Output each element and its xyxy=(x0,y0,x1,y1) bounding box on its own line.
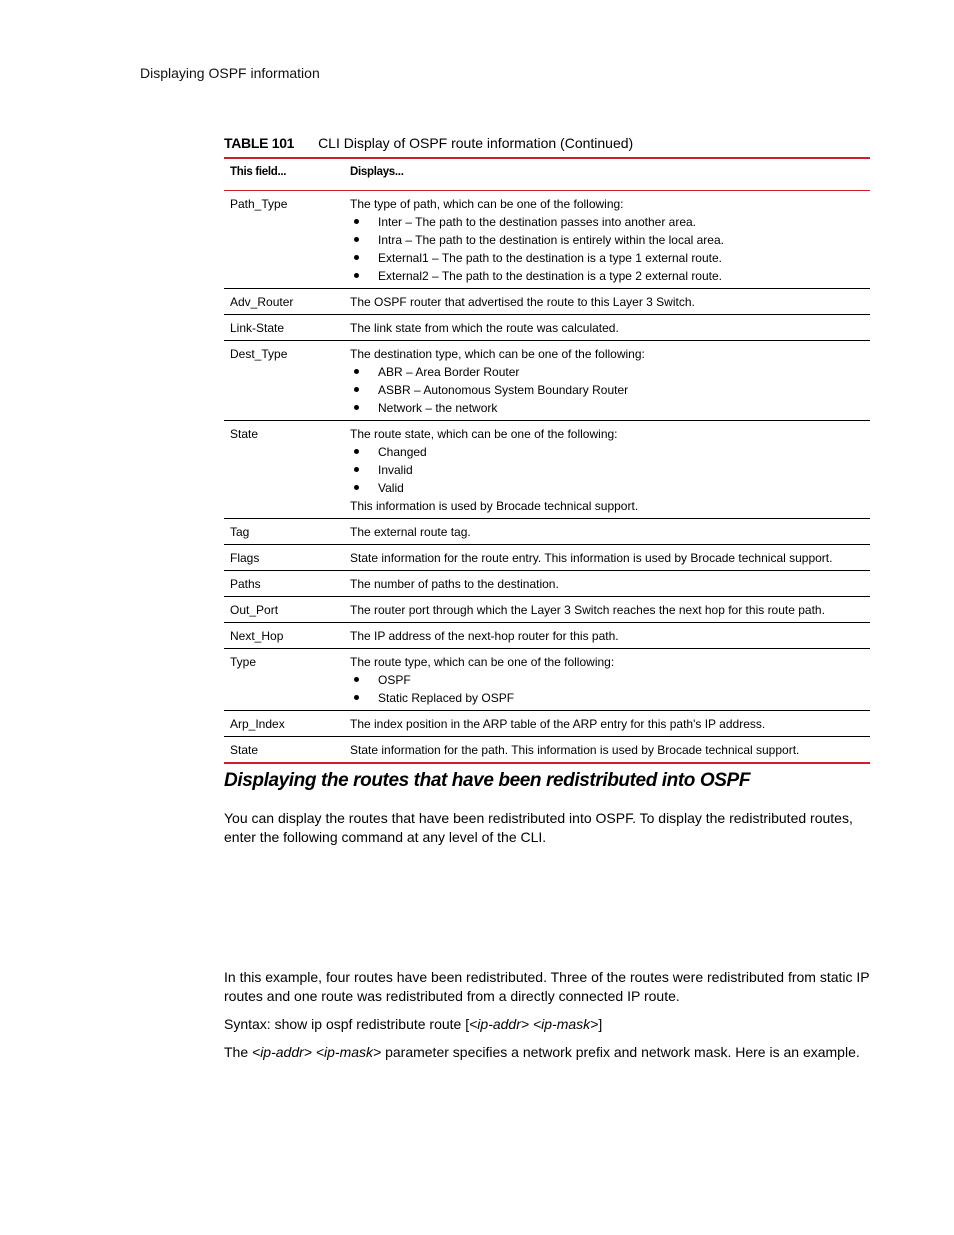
field-description-cell xyxy=(344,421,870,519)
field-description: The external route tag. xyxy=(350,525,471,539)
field-name-cell: Dest_Type xyxy=(230,347,288,361)
field-description-cell xyxy=(344,519,870,545)
list-item: ASBR – Autonomous System Boundary Router xyxy=(350,381,864,399)
table-body xyxy=(224,191,870,764)
syntax-arg-ip-addr: <ip-addr> xyxy=(469,1016,530,1032)
field-name-cell: Paths xyxy=(230,577,261,591)
table-row xyxy=(224,341,870,421)
field-description-cell xyxy=(344,289,870,315)
table-title: CLI Display of OSPF route information (Continued) xyxy=(318,135,634,151)
field-name-cell: Arp_Index xyxy=(230,717,285,731)
table-row xyxy=(224,315,870,341)
table-row xyxy=(224,191,870,289)
intro-paragraph: You can display the routes that have been redistributed into OSPF. To display the redistributed routes, enter the following command at any level of the CLI. xyxy=(224,810,853,845)
bullet-list xyxy=(350,671,864,707)
field-name-cell: Type xyxy=(230,655,257,669)
field-description: The IP address of the next-hop router for this path. xyxy=(350,629,619,643)
field-description: The OSPF router that advertised the route to this Layer 3 Switch. xyxy=(350,295,695,309)
field-description: The number of paths to the destination. xyxy=(350,577,559,591)
field-name-cell: Out_Port xyxy=(230,603,279,617)
field-description: The router port through which the Layer 3 Switch reaches the next hop for this route path. xyxy=(350,603,825,617)
syntax-arg-ip-mask: <ip-mask> xyxy=(532,1016,599,1032)
table-row xyxy=(224,545,870,571)
list-item: Changed xyxy=(350,443,864,461)
field-description-cell xyxy=(344,649,870,711)
ospf-route-fields-table xyxy=(224,157,870,764)
syntax-bracket-close: ] xyxy=(598,1016,603,1032)
field-description: The index position in the ARP table of the ARP entry for this path's IP address. xyxy=(350,717,766,731)
field-description-cell xyxy=(344,597,870,623)
running-header: Displaying OSPF information xyxy=(140,65,320,81)
field-note: This information is used by Brocade technical support. xyxy=(350,499,639,513)
field-description-cell xyxy=(344,315,870,341)
field-name-cell: Link-State xyxy=(230,321,285,335)
table-row xyxy=(224,649,870,711)
field-description: The link state from which the route was calculated. xyxy=(350,321,619,335)
field-description-cell xyxy=(344,341,870,421)
param-arg-ip-addr: <ip-addr> xyxy=(252,1044,312,1060)
field-description-cell xyxy=(344,623,870,649)
bullet-list xyxy=(350,363,864,417)
field-description: The type of path, which can be one of the following: xyxy=(350,197,624,211)
field-description: The route state, which can be one of the following: xyxy=(350,427,618,441)
list-item: Invalid xyxy=(350,461,864,479)
list-item: External1 – The path to the destination is a type 1 external route. xyxy=(350,249,864,267)
list-item: OSPF xyxy=(350,671,864,689)
table-row xyxy=(224,571,870,597)
param-suffix: parameter specifies a network prefix and network mask. Here is an example. xyxy=(381,1044,860,1060)
syntax-line xyxy=(224,1015,870,1034)
list-item: External2 – The path to the destination is a type 2 external route. xyxy=(350,267,864,285)
column-header-displays: Displays... xyxy=(350,166,404,178)
field-name-cell: State xyxy=(230,743,259,757)
table-header-row xyxy=(224,158,870,191)
table-row xyxy=(224,289,870,315)
table-row xyxy=(224,597,870,623)
list-item: Inter – The path to the destination passes into another area. xyxy=(350,213,864,231)
field-description: The route type, which can be one of the following: xyxy=(350,655,615,669)
list-item: Static Replaced by OSPF xyxy=(350,689,864,707)
bullet-list xyxy=(350,213,864,285)
field-name-cell: Next_Hop xyxy=(230,629,284,643)
field-description: State information for the route entry. This information is used by Brocade technical support. xyxy=(350,551,833,565)
table-row xyxy=(224,711,870,737)
param-arg-ip-mask: <ip-mask> xyxy=(315,1044,382,1060)
parameter-paragraph xyxy=(224,1043,870,1062)
bullet-list xyxy=(350,443,864,497)
table-row xyxy=(224,519,870,545)
field-name-cell: State xyxy=(230,427,259,441)
syntax-command: Syntax: show ip ospf redistribute route xyxy=(224,1016,462,1032)
list-item: Intra – The path to the destination is entirely within the local area. xyxy=(350,231,864,249)
list-item: Valid xyxy=(350,479,864,497)
field-description-cell xyxy=(344,545,870,571)
section-heading: Displaying the routes that have been redistributed into OSPF xyxy=(224,770,751,791)
field-description: State information for the path. This information is used by Brocade technical support. xyxy=(350,743,800,757)
example-paragraph: In this example, four routes have been redistributed. Three of the routes were redistributed from static IP routes and one route was redistributed from a directly connected IP route. xyxy=(224,969,870,1004)
field-description: The destination type, which can be one of the following: xyxy=(350,347,645,361)
syntax-bracket-open: [ xyxy=(461,1016,470,1032)
table-number: TABLE 101 xyxy=(224,135,295,151)
column-header-field: This field... xyxy=(230,166,287,178)
field-name-cell: Flags xyxy=(230,551,260,565)
field-name-cell: Adv_Router xyxy=(230,295,294,309)
field-description-cell xyxy=(344,737,870,764)
table-caption xyxy=(224,135,870,151)
list-item: Network – the network xyxy=(350,399,864,417)
field-name-cell: Tag xyxy=(230,525,250,539)
table-row xyxy=(224,421,870,519)
field-description-cell xyxy=(344,571,870,597)
table-row xyxy=(224,623,870,649)
list-item: ABR – Area Border Router xyxy=(350,363,864,381)
field-description-cell xyxy=(344,711,870,737)
field-description-cell xyxy=(344,191,870,289)
field-name-cell: Path_Type xyxy=(230,197,288,211)
param-prefix: The xyxy=(224,1044,253,1060)
table-row xyxy=(224,737,870,764)
